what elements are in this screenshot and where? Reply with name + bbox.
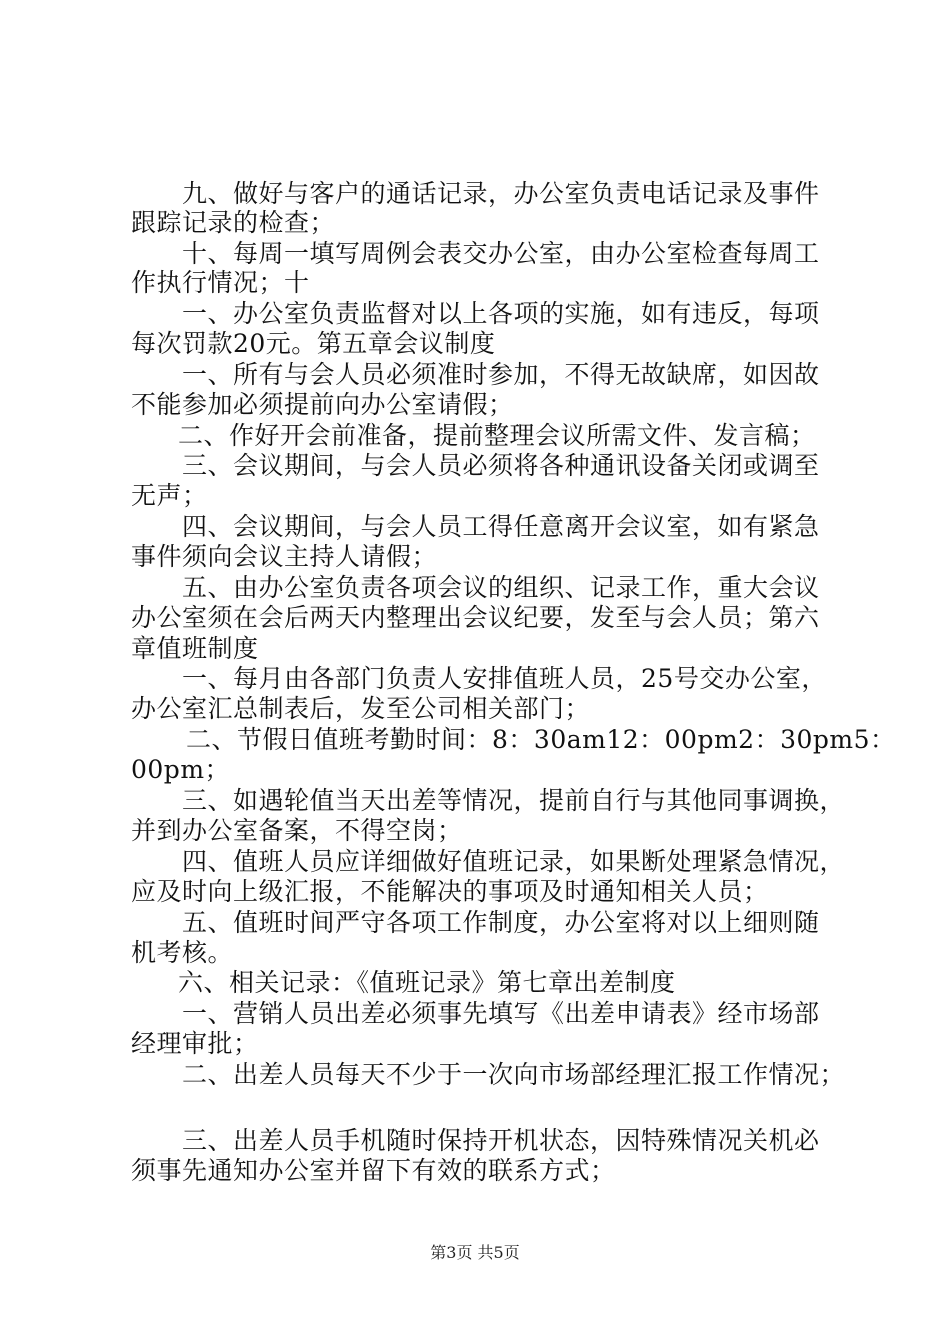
text-line: 九、做好与客户的通话记录，办公室负责电话记录及事件	[182, 179, 820, 208]
text-line: 应及时向上级汇报，不能解决的事项及时通知相关人员；	[131, 877, 769, 906]
text-line: 三、出差人员手机随时保持开机状态，因特殊情况关机必	[182, 1126, 820, 1155]
text-line: 办公室汇总制表后，发至公司相关部门；	[131, 694, 591, 723]
text-line: 不能参加必须提前向办公室请假；	[131, 390, 514, 419]
text-line: 五、值班时间严守各项工作制度，办公室将对以上细则随	[182, 908, 820, 937]
text-line: 每次罚款20元。第五章会议制度	[131, 329, 496, 358]
text-line: 章值班制度	[131, 634, 259, 663]
text-line: 二、出差人员每天不少于一次向市场部经理汇报工作情况；	[182, 1060, 846, 1089]
text-line: 事件须向会议主持人请假；	[131, 542, 438, 571]
text-line: 十、每周一填写周例会表交办公室，由办公室检查每周工	[182, 239, 820, 268]
text-line: 一、所有与会人员必须准时参加，不得无故缺席，如因故	[182, 360, 820, 389]
text-line: 二、节假日值班考勤时间：8：30am12：00pm2：30pm5：	[186, 725, 896, 754]
text-line: 作执行情况；十	[131, 268, 310, 297]
text-line: 四、值班人员应详细做好值班记录，如果断处理紧急情况，	[182, 847, 846, 876]
text-line: 二、作好开会前准备，提前整理会议所需文件、发言稿；	[178, 421, 816, 450]
text-line: 六、相关记录：《值班记录》第七章出差制度	[178, 968, 676, 997]
page-number-footer: 第3页 共5页	[430, 1243, 520, 1262]
text-line: 三、会议期间，与会人员必须将各种通讯设备关闭或调至	[182, 451, 820, 480]
text-line: 跟踪记录的检查；	[131, 208, 336, 237]
text-line: 00pm；	[131, 755, 231, 784]
text-line: 五、由办公室负责各项会议的组织、记录工作，重大会议	[182, 573, 820, 602]
text-line: 机考核。	[131, 938, 234, 967]
text-line: 并到办公室备案，不得空岗；	[131, 816, 463, 845]
text-line: 办公室须在会后两天内整理出会议纪要，发至与会人员；第六	[131, 603, 820, 632]
text-line: 一、每月由各部门负责人安排值班人员，25号交办公室，	[182, 664, 827, 693]
text-line: 无声；	[131, 481, 208, 510]
text-line: 一、办公室负责监督对以上各项的实施，如有违反，每项	[182, 299, 820, 328]
text-line: 须事先通知办公室并留下有效的联系方式；	[131, 1156, 616, 1185]
text-line: 四、会议期间，与会人员工得任意离开会议室，如有紧急	[182, 512, 820, 541]
text-line: 三、如遇轮值当天出差等情况，提前自行与其他同事调换，	[182, 786, 846, 815]
text-line: 一、营销人员出差必须事先填写《出差申请表》经市场部	[182, 999, 820, 1028]
text-line: 经理审批；	[131, 1029, 259, 1058]
